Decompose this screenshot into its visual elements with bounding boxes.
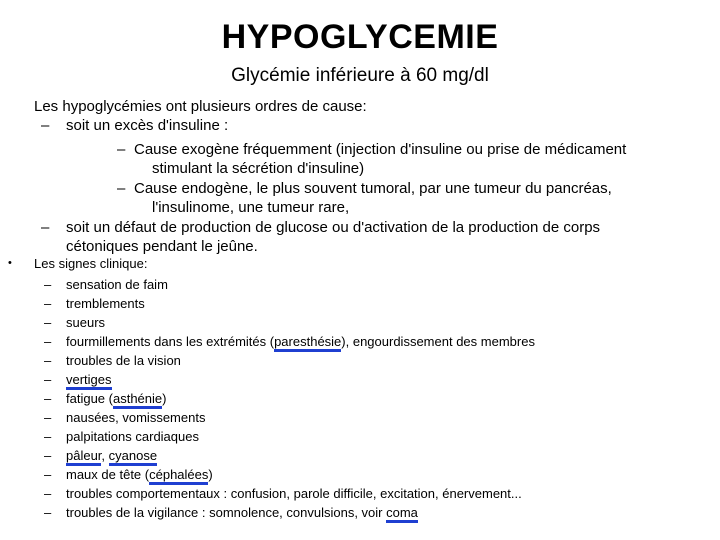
cause-glucose-defect-line2: cétoniques pendant le jeûne. — [66, 237, 258, 255]
sign-vision: troubles de la vision — [66, 353, 181, 368]
cause-exogene-line1: Cause exogène fréquemment (injection d'insuline ou prise de médicament — [134, 141, 627, 158]
dash-marker: – — [117, 141, 126, 158]
sign-fourmillements-pre: fourmillements dans les extrémités ( — [66, 334, 275, 349]
signs-heading: Les signes clinique: — [34, 256, 148, 271]
bullet-marker: • — [8, 257, 12, 269]
sign-maux-pre: maux de tête ( — [66, 467, 150, 482]
dash-marker: – — [44, 505, 52, 520]
cause-excess-insulin: soit un excès d'insuline : — [66, 116, 229, 134]
sign-maux-de-tete — [66, 467, 213, 482]
link-asthenie[interactable]: asthénie — [113, 391, 162, 409]
sign-fourmillements-post: ), engourdissement des membres — [341, 334, 535, 349]
cause-exogene-line2: stimulant la sécrétion d'insuline) — [152, 159, 365, 177]
sign-vigilance-pre: troubles de la vigilance : somnolence, convulsions, voir — [66, 505, 387, 520]
dash-marker: – — [44, 334, 52, 349]
dash-marker: – — [44, 410, 52, 425]
dash-marker: – — [44, 467, 52, 482]
sign-comportement: troubles comportementaux : confusion, parole difficile, excitation, énervement... — [66, 486, 522, 501]
sign-fourmillements — [66, 334, 535, 349]
sign-fatigue-post: ) — [162, 391, 167, 406]
dash-marker: – — [44, 296, 52, 311]
sign-palpitations: palpitations cardiaques — [66, 429, 199, 444]
sign-vertiges — [66, 372, 112, 387]
sign-vigilance — [66, 505, 418, 520]
dash-marker: – — [41, 219, 50, 236]
causes-intro: Les hypoglycémies ont plusieurs ordres de cause: — [34, 98, 367, 115]
dash-marker: – — [44, 277, 52, 292]
cause-glucose-defect-line1: soit un défaut de production de glucose ou d'activation de la production de corps — [66, 219, 601, 236]
dash-marker: – — [44, 353, 52, 368]
link-paresthesie[interactable]: paresthésie — [274, 334, 341, 352]
dash-marker: – — [44, 391, 52, 406]
link-coma[interactable]: coma — [386, 505, 418, 523]
dash-marker: – — [44, 429, 52, 444]
sign-tremblements: tremblements — [66, 296, 145, 311]
slide-subtitle: Glycémie inférieure à 60 mg/dl — [231, 65, 489, 86]
cause-endogene-line2: l'insulinome, une tumeur rare, — [152, 198, 350, 216]
dash-marker: – — [44, 448, 52, 463]
link-cephalees[interactable]: céphalées — [149, 467, 208, 485]
sign-paleur-cyanose — [66, 448, 157, 463]
dash-marker: – — [44, 486, 52, 501]
link-paleur[interactable]: pâleur — [66, 448, 101, 466]
sign-nausees: nausées, vomissements — [66, 410, 206, 425]
sign-fatigue — [66, 391, 166, 406]
link-vertiges[interactable]: vertiges — [66, 372, 112, 390]
dash-marker: – — [44, 315, 52, 330]
dash-marker: – — [41, 116, 50, 134]
link-cyanose[interactable]: cyanose — [109, 448, 157, 466]
sign-maux-post: ) — [208, 467, 213, 482]
sign-faim: sensation de faim — [66, 277, 168, 292]
slide-title: HYPOGLYCEMIE — [221, 18, 499, 56]
cause-endogene-line1: Cause endogène, le plus souvent tumoral, par une tumeur du pancréas, — [134, 180, 612, 197]
dash-marker: – — [117, 180, 126, 197]
sign-sueurs: sueurs — [66, 315, 106, 330]
sign-fatigue-pre: fatigue ( — [66, 391, 113, 406]
dash-marker: – — [44, 372, 52, 387]
comma-separator: , — [101, 448, 109, 463]
